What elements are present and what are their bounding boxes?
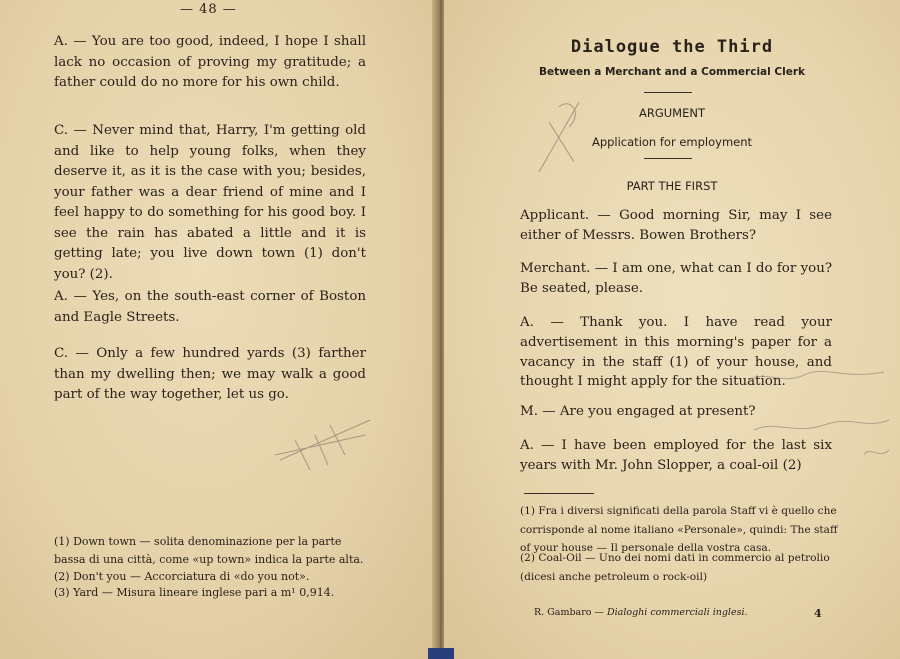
footnote: (1) Fra i diversi significati della parola Staff vi è quello che corrisponde al nome italiano «Personale», quindi: The staff of your house — Il personale della vostra casa. bbox=[520, 505, 838, 554]
footer-author: R. Gambaro — bbox=[534, 607, 604, 618]
page-number: — 48 — bbox=[180, 2, 237, 17]
dialogue-paragraph: A. — Thank you. I have read your advertisement in this morning's paper for a vacancy in the staff (1) of your house, and thought I might apply for the situation. bbox=[520, 315, 832, 390]
dialogue-paragraph: C. — Only a few hundred yards (3) farther than my dwelling then; we may walk a good part of the way together, let us go. bbox=[54, 346, 366, 402]
dialogue-paragraph: M. — Are you engaged at present? bbox=[520, 404, 756, 419]
pencil-annotation bbox=[744, 360, 894, 480]
pencil-scribble bbox=[270, 400, 380, 475]
dialogue-paragraph: A. — I have been employed for the last six years with Mr. John Slopper, a coal-oil (2) bbox=[520, 438, 832, 473]
footnote: (2) Coal-Oil — Uno dei nomi dati in commercio al petrolio (dicesi anche petroleum o rock-oil) bbox=[520, 552, 830, 583]
argument-label: ARGUMENT bbox=[638, 106, 705, 120]
footnote: (1) Down town — solita denominazione per la parte bassa di una città, come «up town» indica la parte alta. bbox=[54, 535, 364, 566]
divider bbox=[644, 158, 692, 159]
divider bbox=[644, 92, 692, 93]
dialogue-paragraph: Applicant. — Good morning Sir, may I see either of Messrs. Bowen Brothers? bbox=[520, 208, 832, 243]
ribbon-bookmark bbox=[428, 648, 454, 659]
pencil-scribble bbox=[529, 92, 589, 182]
dialogue-paragraph: A. — Yes, on the south-east corner of Boston and Eagle Streets. bbox=[54, 289, 366, 325]
dialogue-paragraph: Merchant. — I am one, what can I do for you? Be seated, please. bbox=[520, 261, 832, 296]
chapter-title: Dialogue the Third bbox=[570, 37, 774, 57]
part-heading: PART THE FIRST bbox=[626, 179, 718, 193]
footer-title: Dialoghi commerciali inglesi. bbox=[607, 607, 748, 618]
dialogue-paragraph: C. — Never mind that, Harry, I'm getting old and like to help young folks, when they deserve it, as it is the case with you; besides, your father was a dear friend of mine and I feel happy to do something for his good boy. I see the rain has abated a little and it is getting late; you live down town (1) don't you? (2). bbox=[54, 123, 366, 282]
dialogue-paragraph: A. — You are too good, indeed, I hope I shall lack no occasion of proving my gratitude; a father could do no more for his own child. bbox=[54, 34, 366, 90]
footnote: (3) Yard — Misura lineare inglese pari a m¹ 0,914. bbox=[54, 586, 335, 599]
chapter-subtitle: Between a Merchant and a Commercial Clerk bbox=[539, 66, 805, 78]
footnote: (2) Don't you — Accorciatura di «do you not». bbox=[54, 570, 310, 583]
right-page bbox=[444, 0, 900, 659]
left-page bbox=[0, 0, 438, 659]
argument-text: Application for employment bbox=[591, 135, 753, 149]
page-footer bbox=[534, 607, 748, 618]
signature-mark: 4 bbox=[814, 607, 822, 620]
footnote-divider bbox=[524, 493, 594, 494]
